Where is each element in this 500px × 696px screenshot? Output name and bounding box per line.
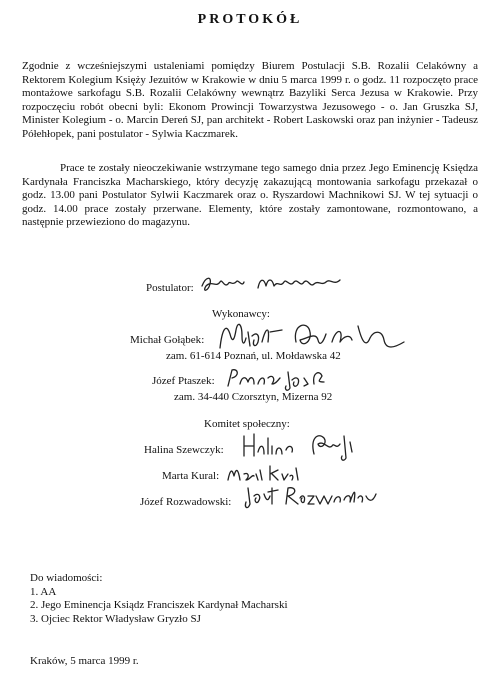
paragraph-2: Prace te zostały nieoczekiwanie wstrzymane tego samego dnia przez Jego Eminencję Księdza Kardynała Franciszka Macharskiego, który decyzję zakazującą montowania sarkofagu przekazał o godz. 13.00 pani Postulator Sylwii Kaczmarek oraz o. Ryszardowi Machnikowi SJ. W tej sytuacji o godz. 14.00 prace zostały przerwane. Elementy, które zostały zamontowane, rozmontowano, a następnie przewieziono do magazynu. (22, 162, 478, 229)
committee-member-1: Halina Szewczyk: (144, 444, 224, 456)
komitet-heading: Komitet społeczny: (204, 418, 290, 430)
paragraph-1: Zgodnie z wcześniejszymi ustaleniami pomiędzy Biurem Postulacji S.B. Rozalii Celakówny a Rektorem Kolegium Księży Jezuitów w Krakowie w dniu 5 marca 1999 r. o godz. 11 rozpoczęto prace montażowe sarkofagu S.B. Rozalii Celakówny wewnątrz Bazyliki Serca Jezusa w Krakowie. Przy rozpoczęciu robót obecni byli: Ekonom Prowincji Towarzystwa Jezusowego - o. Jan Gruszka SJ, Minister Kolegium - o. Marcin Dereń SJ, pan architekt - Robert Laskowski oraz pan inżynier - Tadeusz Półehłopek, pani postulator - Sylwia Kaczmarek. (22, 60, 478, 140)
person-golabek-address: zam. 61-614 Poznań, ul. Mołdawska 42 (166, 350, 341, 362)
ptaszek-signature (224, 364, 334, 392)
place-date: Kraków, 5 marca 1999 r. (30, 655, 139, 667)
notify-title: Do wiadomości: (30, 572, 103, 584)
committee-member-2: Marta Kural: (162, 470, 220, 482)
wykonawcy-heading: Wykonawcy: (212, 308, 270, 320)
szewczyk-signature (240, 428, 370, 462)
person-ptaszek-name: Józef Ptaszek: (152, 375, 215, 387)
notify-item: 3. Ojciec Rektor Władysław Gryzło SJ (30, 612, 201, 625)
kural-signature (226, 462, 302, 484)
document-title: PROTOKÓŁ (197, 12, 303, 27)
committee-member-3: Józef Rozwadowski: (140, 496, 232, 508)
notify-item: 2. Jego Eminencja Ksiądz Franciszek Kardynał Macharski (30, 599, 288, 611)
person-ptaszek-address: zam. 34-440 Czorsztyn, Mizerna 92 (174, 391, 333, 403)
notify-list (30, 572, 288, 626)
postulator-label: Postulator: (146, 282, 194, 294)
postulator-signature (198, 270, 358, 296)
notify-item: 1. AA (30, 585, 57, 598)
person-golabek-name: Michał Gołąbek: (130, 334, 205, 346)
rozwadowski-signature (242, 482, 382, 512)
